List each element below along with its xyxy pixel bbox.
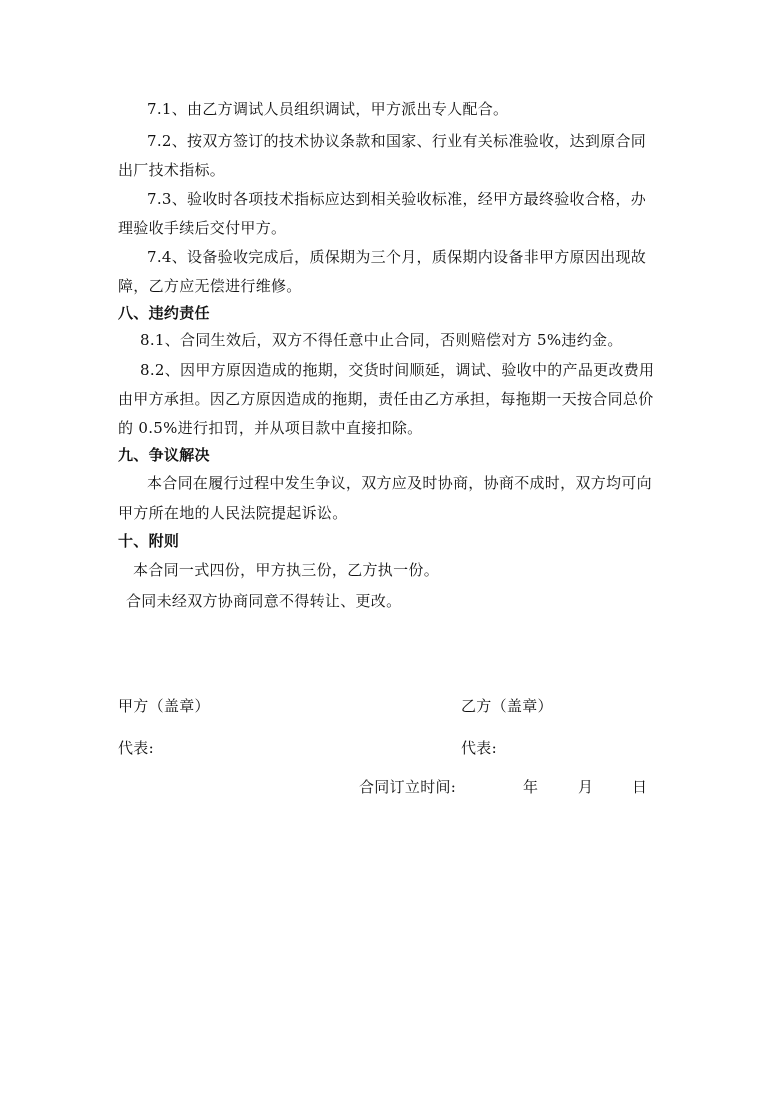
clause-7-3-line-2: 理验收手续后交付甲方。 <box>118 219 287 237</box>
party-b-seal-label: 乙方（盖章） <box>461 697 553 715</box>
date-day-label: 日 <box>632 778 648 796</box>
clause-8-2-line-2: 由甲方承担。因乙方原因造成的拖期，责任由乙方承担，每拖期一天按合同总价 <box>118 390 654 408</box>
section-9-paragraph-line-1: 本合同在履行过程中发生争议，双方应及时协商，协商不成时，双方均可向 <box>147 474 652 492</box>
clause-7-4-line-2: 障，乙方应无偿进行维修。 <box>118 277 302 295</box>
section-9-paragraph-line-2: 甲方所在地的人民法院提起诉讼。 <box>118 504 348 522</box>
party-a-seal-label: 甲方（盖章） <box>118 697 210 715</box>
section-8-heading: 八、违约责任 <box>118 304 210 322</box>
clause-7-1: 7.1、由乙方调试人员组织调试，甲方派出专人配合。 <box>147 100 509 118</box>
section-10-paragraph-2: 合同未经双方协商同意不得转让、更改。 <box>126 592 402 610</box>
clause-8-2-line-1: 8.2、因甲方原因造成的拖期，交货时间顺延，调试、验收中的产品更改费用 <box>140 361 655 379</box>
clause-8-2-line-3: 的 0.5%进行扣罚，并从项目款中直接扣除。 <box>118 419 423 437</box>
clause-7-2-line-1: 7.2、按双方签订的技术协议条款和国家、行业有关标准验收，达到原合同 <box>147 132 647 150</box>
date-year-label: 年 <box>523 778 539 796</box>
clause-7-4-line-1: 7.4、设备验收完成后，质保期为三个月，质保期内设备非甲方原因出现故 <box>147 248 647 266</box>
clause-7-3-line-1: 7.3、验收时各项技术指标应达到相关验收标准，经甲方最终验收合格，办 <box>147 190 647 208</box>
party-b-representative-label: 代表: <box>461 739 497 757</box>
party-a-representative-label: 代表: <box>118 739 154 757</box>
clause-8-1: 8.1、合同生效后，双方不得任意中止合同，否则赔偿对方 5%违约金。 <box>140 331 623 349</box>
contract-date-label: 合同订立时间: <box>359 778 457 796</box>
clause-7-2-line-2: 出厂技术指标。 <box>118 161 226 179</box>
section-10-heading: 十、附则 <box>118 532 180 550</box>
date-month-label: 月 <box>578 778 594 796</box>
section-9-heading: 九、争议解决 <box>118 446 210 464</box>
section-10-paragraph-1: 本合同一式四份，甲方执三份，乙方执一份。 <box>133 561 440 579</box>
